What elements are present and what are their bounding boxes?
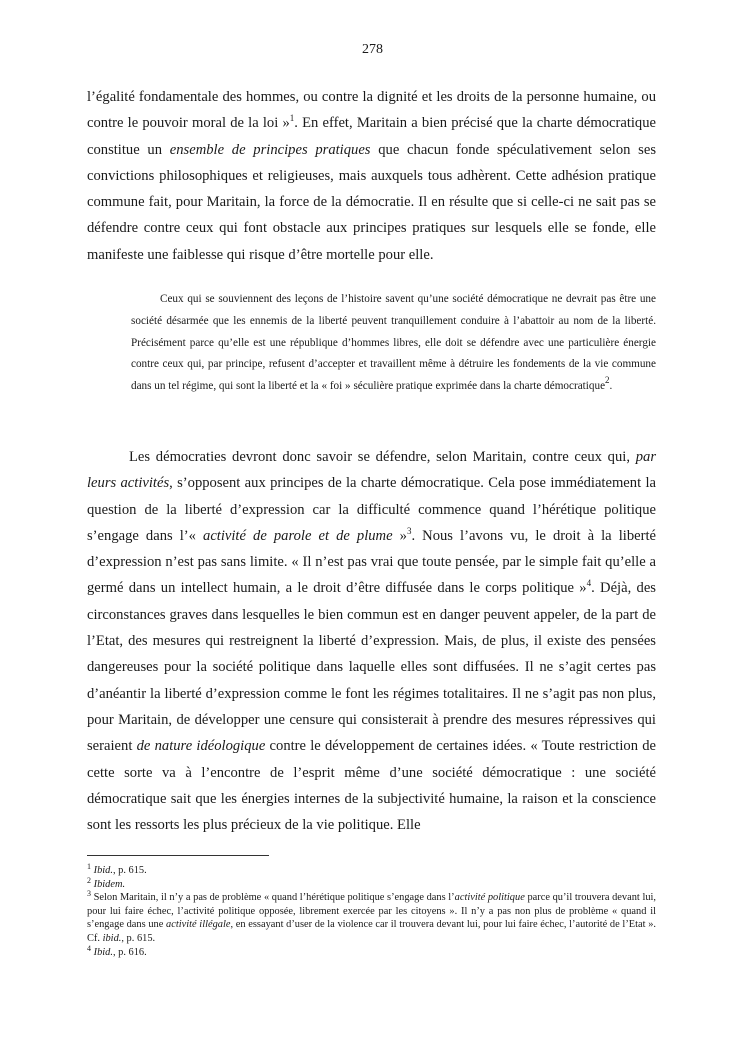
block-quote: Ceux qui se souviennent des leçons de l’histoire savent qu’une société démocratique ne devrait pas être une société désarmée que les ennemis de la liberté peuvent tranquillement conduire à l’abattoir au nom de la liberté. Précisément parce qu’elle est une république d’hommes libres, elle doit se défendre avec une particulière énergie contre ceux qui, par principe, refusent d’accepter et travaillent même à détruire les fondements de la vie commune dans un tel régime, qui sont la liberté et la « foi » séculière pratique exprimée dans la charte démocratique$^2$.	[131, 293, 656, 393]
footnote-ref-2[interactable]: 2	[605, 375, 610, 386]
page-number: 278	[362, 42, 383, 57]
footnote-4: $^4$ Ibid., p. 616.	[87, 943, 147, 958]
paragraph-2: Les démocraties devront donc savoir se défendre, selon Maritain, contre ceux qui, par leurs activités, s’opposent aux principes de la charte démocratique. Cela pose immédiatement la question de la liberté d’expression car la difficulté commence quand l’hérétique politique s’engage dans l’« activité de parole et de plume »$^3$. Nous l’avons vu, le droit à la liberté d’expression n’est pas sans limite. « Il n’est pas vrai que toute pensée, par le simple fait qu’elle a germé dans un intellect humain, a le droit d’être diffusée dans le corps politique »$^4$. Déjà, des circonstances graves dans lesquelles le bien commun est en danger peuvent appeler, de la part de l’Etat, des mesures qui restreignent la liberté d’expression. Mais, de plus, il existe des pensées dangereuses pour la société politique dans laquelle elles sont diffusées. Il ne s’agit certes pas d’anéantir la liberté d’expression comme le font les régimes totalitaires. Il ne s’agit pas non plus, pour Maritain, de développer une censure qui consisterait à prendre des mesures répressives qui seraient de nature idéologique contre le développement de certaines idées. « Toute restriction de cette sorte va à l’encontre de l’esprit même d’une société démocratique : une société démocratique sait que les énergies internes de la subjectivité humaine, la raison et la conscience sont les ressorts les plus précieux de la vie politique. Elle	[87, 449, 657, 834]
footnote-ref-1[interactable]: 1	[289, 113, 295, 124]
footnote-divider	[87, 855, 269, 856]
footnotes	[87, 864, 656, 959]
footnote-3: $^3$ Selon Maritain, il n’y a pas de problème « quand l’hérétique politique s’engage dans l’activité politique parce qu’il trouvera devant lui, pour lui faire échec, l’activité politique opposée, librement exercée par les citoyens ». Il n’y a pas non plus de problème « quand il s’engage dans une activité illégale, en essayant d’user de la violence car il trouvera devant lui, pour lui faire échec, l’autorité de l’Etat ». Cf. ibid., p. 615.	[87, 889, 657, 944]
footnote-2: $^2$ Ibidem.	[87, 875, 126, 890]
footnote-ref-3[interactable]: 3	[406, 525, 412, 536]
footnote-ref-4[interactable]: 4	[586, 578, 592, 589]
footnote-1: $^1$ Ibid., p. 615.	[87, 862, 147, 876]
paragraph-1: l’égalité fondamentale des hommes, ou contre la dignité et les droits de la personne humaine, ou contre le pouvoir moral de la loi »$^1$. En effet, Maritain a bien précisé que la charte démocratique constitue un ensemble de principes pratiques que chacun fonde spéculativement selon ses convictions philosophiques et religieuses, mais auxquels tous adhèrent. Cette adhésion pratique commune fait, pour Maritain, la force de la démocratie. Il en résulte que si celle-ci ne sait pas se défendre contre ceux qui font obstacle aux principes pratiques sur lesquels elle se fonde, elle manifeste une faiblesse qui risque d’être mortelle pour elle.	[87, 89, 656, 263]
